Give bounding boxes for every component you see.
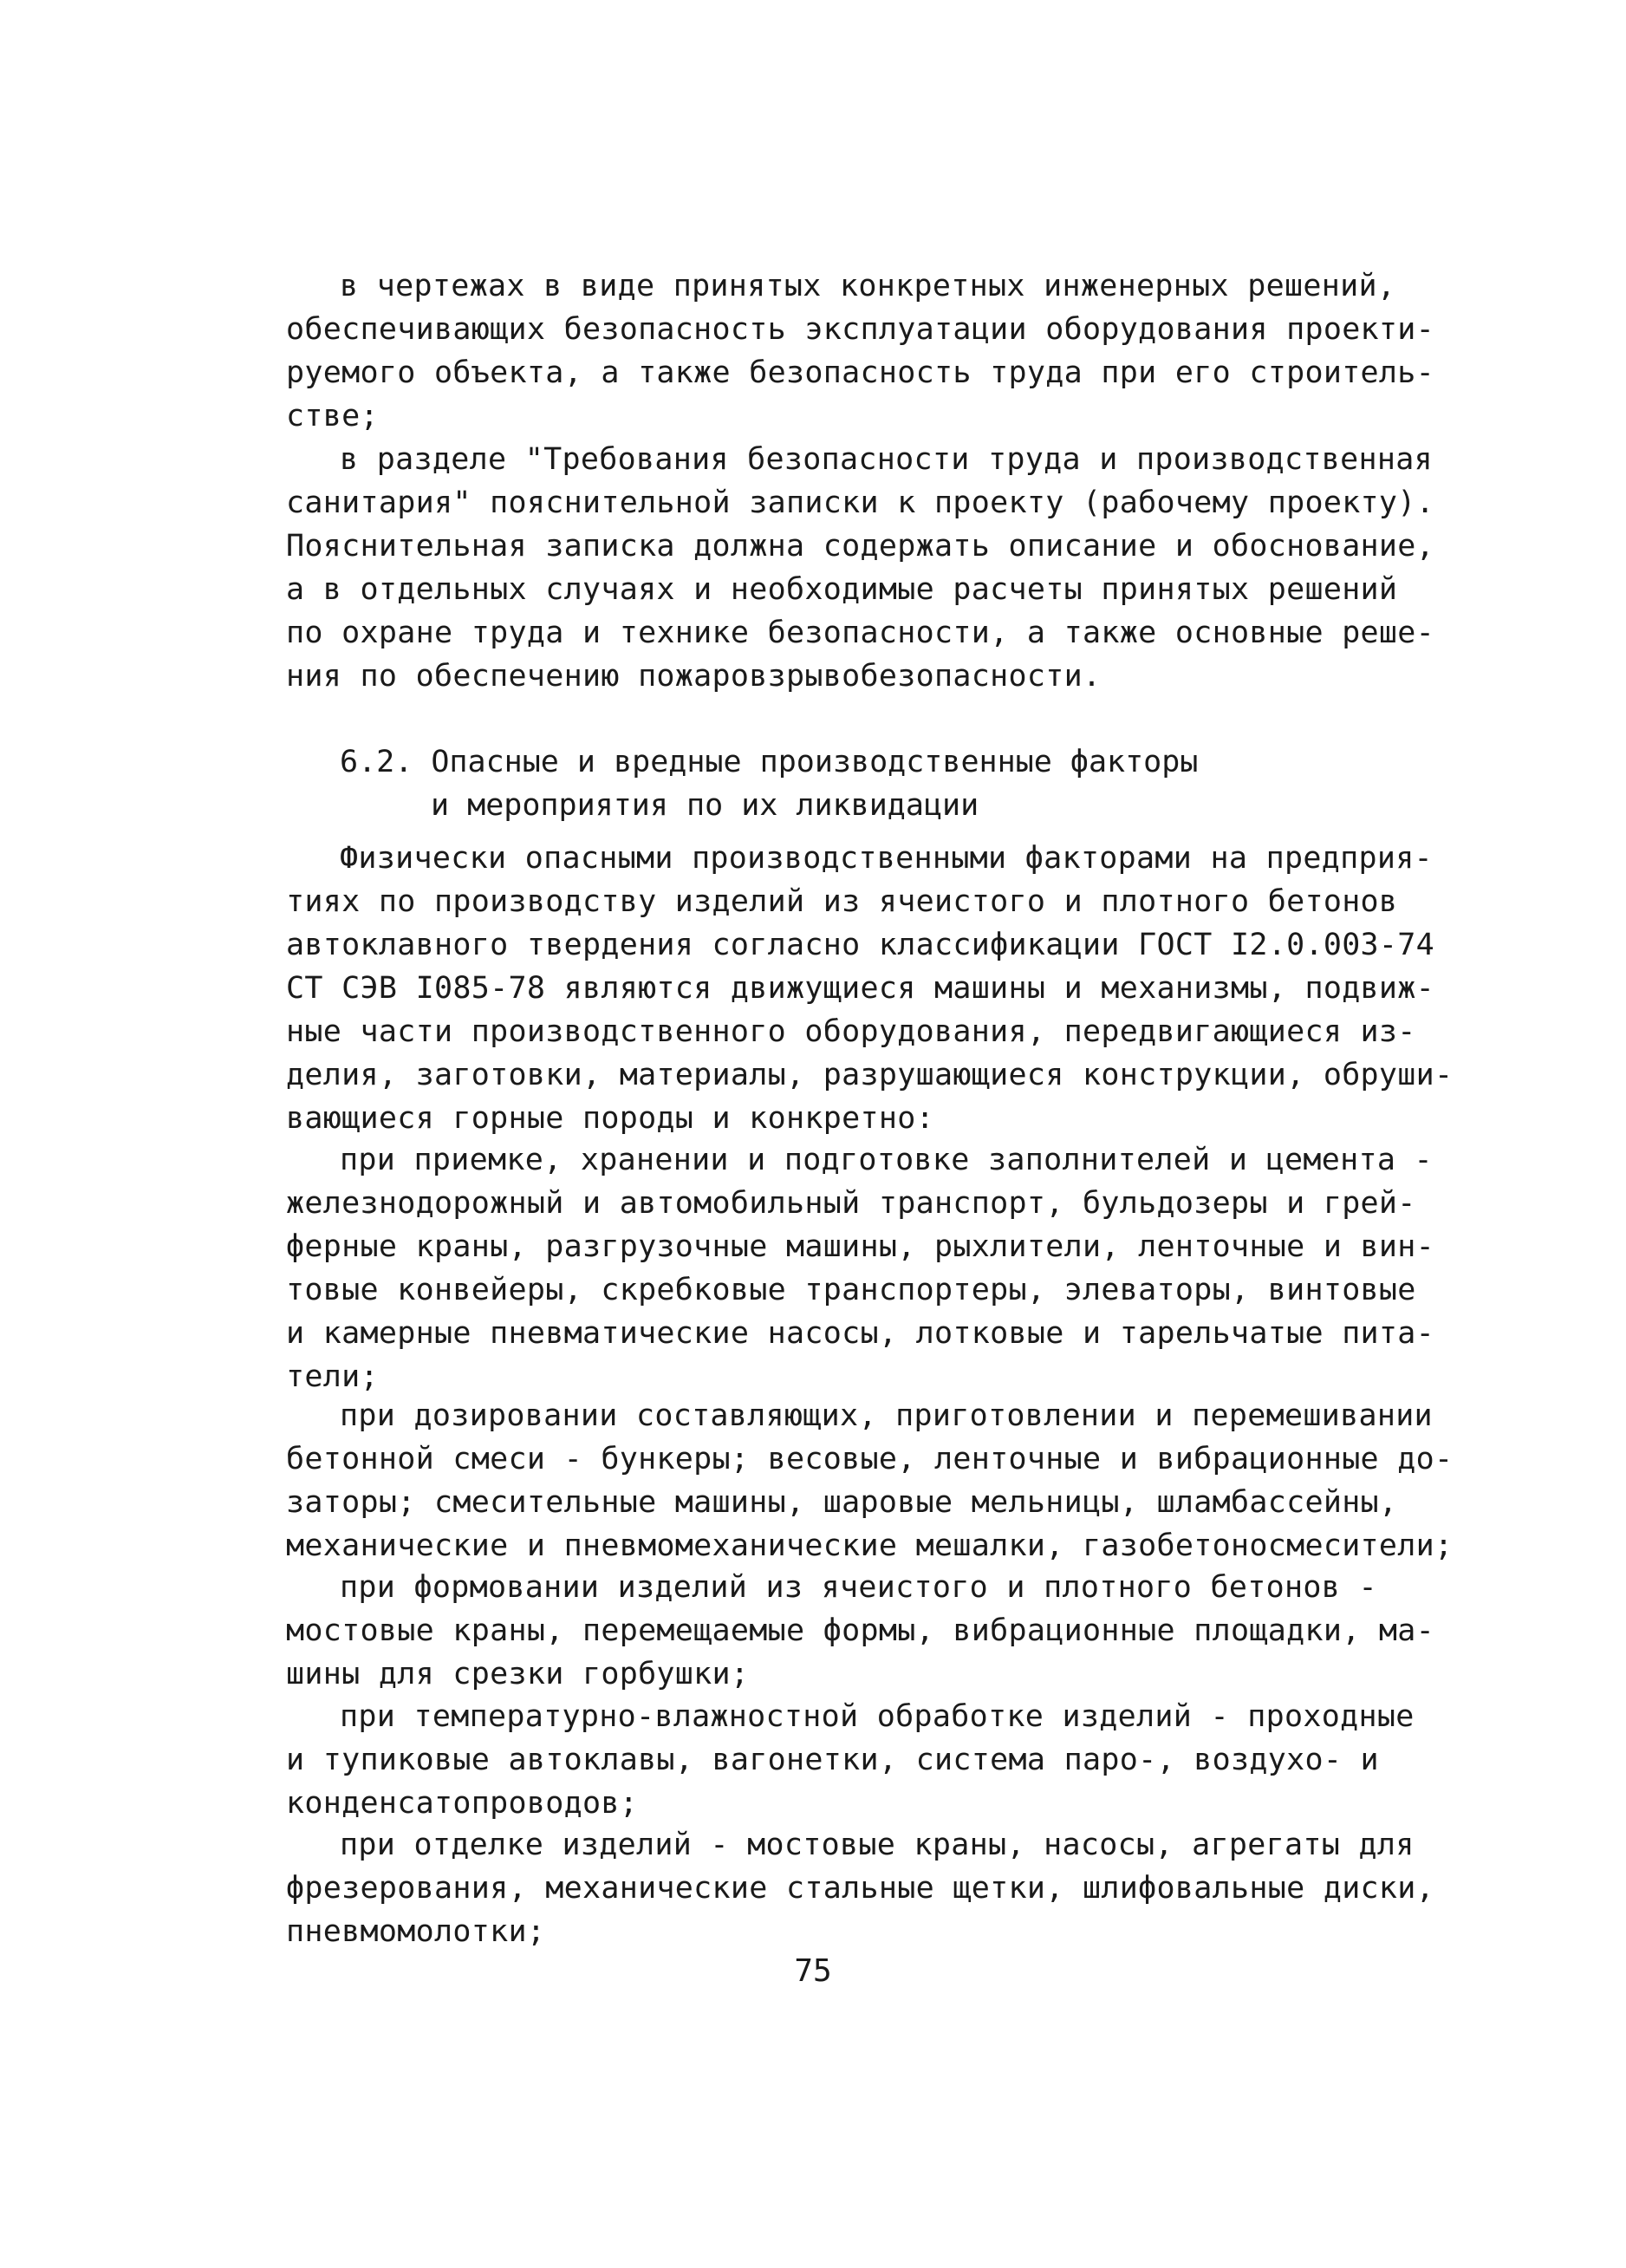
text-line: шины для срезки горбушки; [286,1657,750,1691]
text-line: в чертежах в виде принятых конкретных инженерных решений, [340,269,1396,303]
text-line: делия, заготовки, материалы, разрушающиеся конструкции, обруши- [286,1058,1454,1092]
text-line: ные части производственного оборудования, передвигающиеся из- [286,1014,1416,1049]
text-line: товые конвейеры, скребковые транспортеры, элеваторы, винтовые [286,1273,1416,1307]
text-line: автоклавного твердения согласно классификации ГОСТ I2.0.003-74 [286,928,1435,962]
text-line: бетонной смеси - бункеры; весовые, ленточные и вибрационные до- [286,1442,1454,1476]
heading-line: и мероприятия по их ликвидации [431,788,979,823]
text-line: пневмомолотки; [286,1914,546,1949]
text-line: при отделке изделий - мостовые краны, насосы, агрегаты для [340,1828,1415,1862]
text-line: и тупиковые автоклавы, вагонетки, система паро-, воздухо- и [286,1743,1379,1777]
paragraph-dosing [286,1394,1454,1567]
text-line: тели; [286,1359,379,1394]
paragraph-explanatory-note [286,438,1435,698]
text-line: в разделе "Требования безопасности труда и производственная [340,442,1433,477]
text-line: по охране труда и технике безопасности, а также основные реше- [286,616,1435,650]
paragraph-acceptance [286,1138,1435,1398]
text-line: Пояснительная записка должна содержать описание и обоснование, [286,529,1435,564]
text-line: конденсатопроводов; [286,1786,639,1821]
text-line: обеспечивающих безопасность эксплуатации оборудования проекти- [286,312,1435,347]
text-line: а в отдельных случаях и необходимые расчеты принятых решений [286,572,1398,607]
text-line: фрезерования, механические стальные щетки, шлифовальные диски, [286,1871,1435,1906]
paragraph-forming [286,1566,1435,1696]
text-line: вающиеся горные породы и конкретно: [286,1101,935,1136]
paragraph-heat-treatment [286,1695,1415,1825]
text-line: мостовые краны, перемещаемые формы, вибрационные площадки, ма- [286,1613,1435,1648]
text-line: железнодорожный и автомобильный транспорт, бульдозеры и грей- [286,1186,1416,1221]
paragraph-drawings [286,264,1435,438]
paragraph-physical-factors [286,837,1454,1140]
text-line: и камерные пневматические насосы, лотковые и тарельчатые пита- [286,1316,1435,1351]
text-line: заторы; смесительные машины, шаровые мельницы, шламбассейны, [286,1485,1398,1520]
text-line: Физически опасными производственными факторами на предприя- [340,841,1433,876]
text-line: при формовании изделий из ячеистого и плотного бетонов - [340,1570,1377,1605]
text-line: механические и пневмомеханические мешалки, газобетоносмесители; [286,1528,1454,1563]
text-line: стве; [286,399,379,433]
paragraph-finishing [286,1823,1435,1953]
text-line: СТ СЭВ I085-78 являются движущиеся машины и механизмы, подвиж- [286,971,1435,1006]
text-line: тиях по производству изделий из ячеистого и плотного бетонов [286,884,1398,919]
section-heading [340,740,1198,826]
text-line: руемого объекта, а также безопасность труда при его строитель- [286,355,1435,390]
page-number: 75 [794,1953,832,1989]
text-line: при приемке, хранении и подготовке заполнителей и цемента - [340,1143,1433,1177]
text-line: ния по обеспечению пожаровзрывобезопасности. [286,659,1102,694]
text-line: при температурно-влажностной обработке изделий - проходные [340,1699,1415,1734]
text-line: санитария" пояснительной записки к проекту (рабочему проекту). [286,486,1435,520]
text-line: при дозировании составляющих, приготовлении и перемешивании [340,1398,1433,1433]
text-line: ферные краны, разгрузочные машины, рыхлители, ленточные и вин- [286,1229,1435,1264]
heading-line: 6.2. Опасные и вредные производственные факторы [340,745,1199,779]
